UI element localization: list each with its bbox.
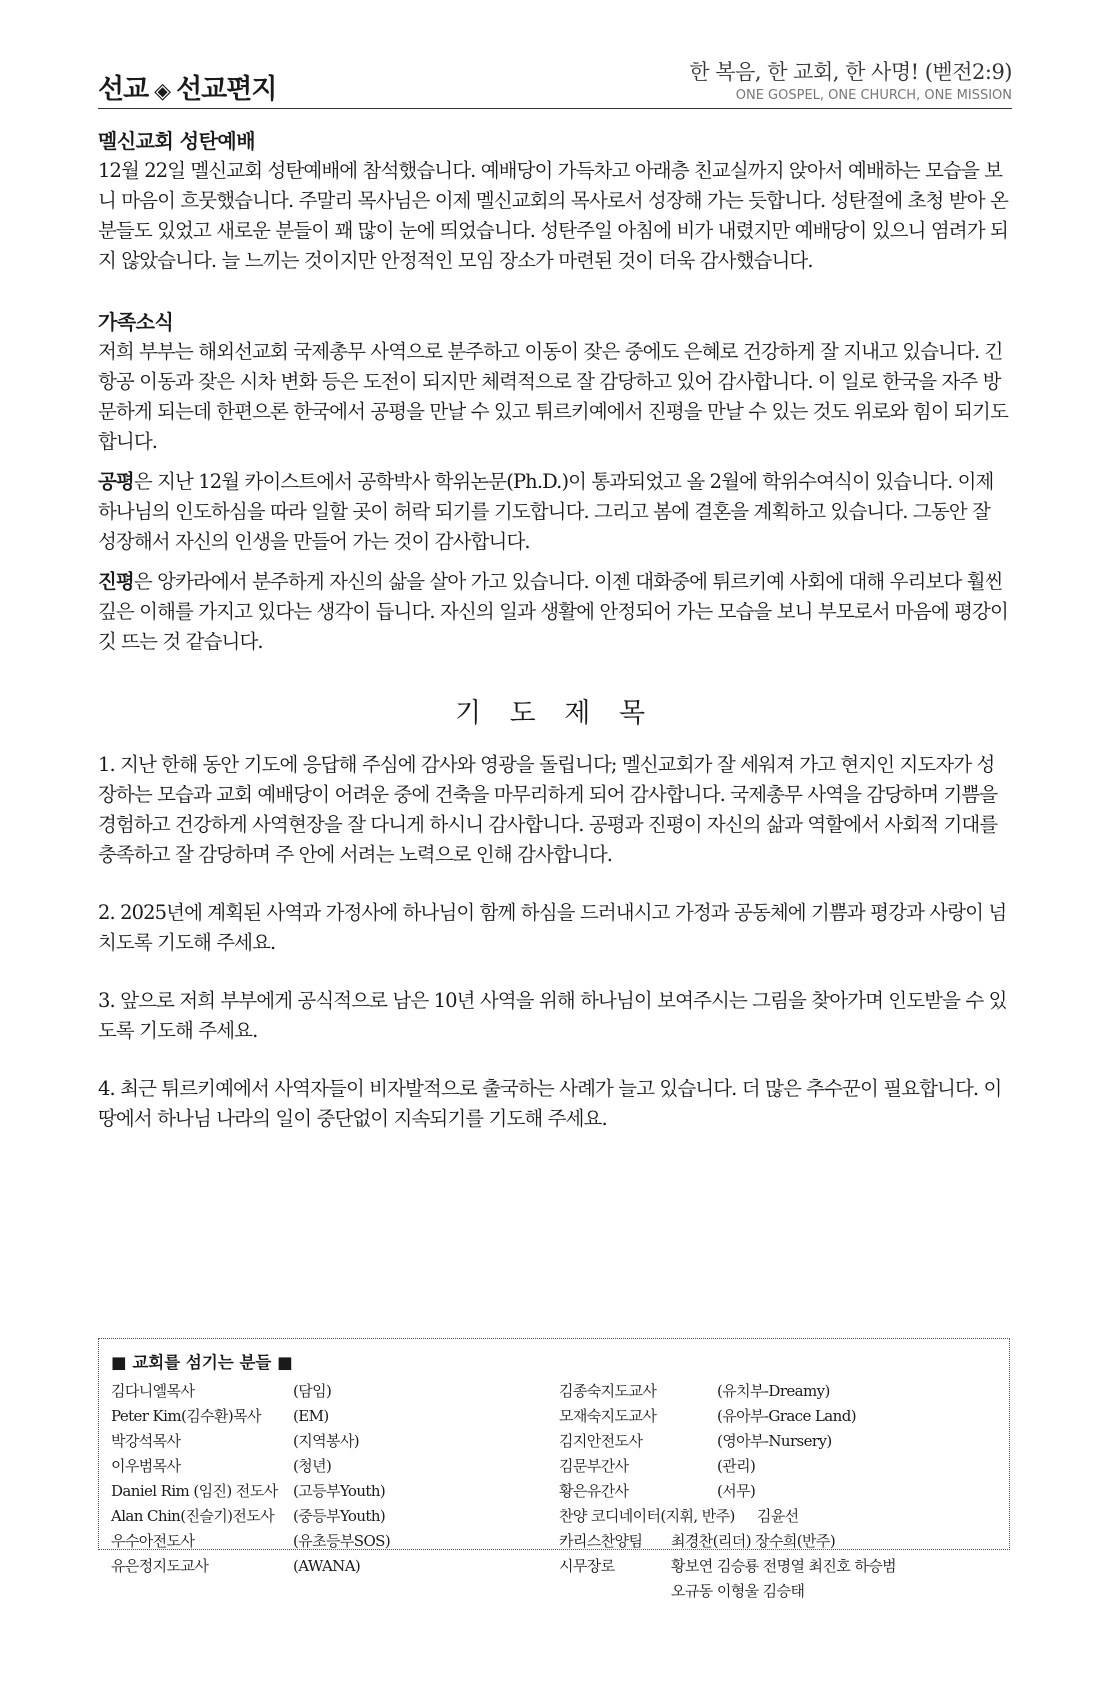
motto-english: ONE GOSPEL, ONE CHURCH, ONE MISSION: [735, 88, 1012, 103]
family-paragraph: 저희 부부는 해외선교회 국제총무 사역으로 분주하고 이동이 잦은 중에도 은혜로 건강하게 잘 지내고 있습니다. 긴 항공 이동과 잦은 시차 변화 등은 도전이 되지만 체력적으로 잘 감당하고 있어 감사합니다. 이 일로 한국을 자주 방문하게 되는데 한편으론 한국에서 공평을 만날 수 있고 튀르키예에서 진평을 만날 수 있는 것도 위로와 힘이 되기도 합니다.: [98, 340, 1008, 453]
family-title: 가족소식: [98, 310, 174, 334]
staff-title: ■ 교회를 섬기는 분들 ■: [111, 1353, 293, 1372]
staff-role: 황보연 김승룡 전명열 최진호 하승범: [671, 1557, 897, 1575]
staff-name: Alan Chin(진슬기)전도사: [111, 1507, 275, 1525]
staff-role: (유아부-Grace Land): [717, 1407, 856, 1425]
prayer-heading: 기 도 제 목: [454, 698, 656, 729]
staff-row: [111, 1429, 551, 1454]
motto-korean: 한 복음, 한 교회, 한 사명! (벧전2:9): [689, 60, 1012, 84]
staff-name: 유은정지도교사: [111, 1557, 209, 1575]
son2-name: 진평: [98, 570, 134, 593]
staff-row: [111, 1529, 551, 1554]
staff-name: Peter Kim(김수환)목사: [111, 1407, 261, 1425]
christmas-title: 멜신교회 성탄예배: [98, 129, 256, 153]
prayer-item-4: 4. 최근 튀르키예에서 사역자들이 비자발적으로 출국하는 사례가 늘고 있습니다. 더 많은 추수꾼이 필요합니다. 이 땅에서 하나님 나라의 일이 중단없이 지속되기를 기도해 주세요.: [98, 1077, 1002, 1130]
newsletter-page: [98, 52, 1012, 1162]
prayer-item-1: 1. 지난 한해 동안 기도에 응답해 주심에 감사와 영광을 돌립니다; 멜신교회가 잘 세워져 가고 현지인 지도자가 성장하는 모습과 교회 예배당이 어려운 중에 건축을 마무리하게 되어 감사합니다. 국제총무 사역을 감당하며 기쁨을 경험하고 건강하게 사역현장을 잘 다니게 하시니 감사합니다. 공평과 진평이 자신의 삶과 역할에서 사회적 기대를 충족하고 잘 감당하며 주 안에 서려는 노력으로 인해 감사합니다.: [98, 753, 998, 866]
staff-role: (유초등부SOS): [293, 1532, 391, 1550]
staff-role: 김윤선: [756, 1507, 799, 1525]
staff-name: 박강석목사: [111, 1432, 181, 1450]
staff-role: (청년): [293, 1457, 332, 1475]
staff-role: (관리): [717, 1457, 756, 1475]
staff-name: 김종숙지도교사: [559, 1382, 657, 1400]
son1-paragraph: [98, 467, 1012, 557]
subsection-name: 선교편지: [176, 74, 277, 105]
staff-role: (지역봉사): [293, 1432, 360, 1450]
prayer-item-3: 3. 앞으로 저희 부부에게 공식적으로 남은 10년 사역을 위해 하나님이 보여주시는 그림을 찾아가며 인도받을 수 있도록 기도해 주세요.: [98, 989, 1007, 1042]
staff-column-right: [559, 1379, 1019, 1604]
staff-name: 우수아전도사: [111, 1532, 195, 1550]
staff-role: (서무): [717, 1482, 756, 1500]
staff-role: (영아부-Nursery): [717, 1432, 832, 1450]
staff-name: 시무장로: [559, 1557, 615, 1575]
staff-role: 최경찬(리더) 장수희(반주): [671, 1532, 836, 1550]
staff-row: [111, 1504, 551, 1529]
staff-name: 황은유간사: [559, 1482, 629, 1500]
staff-row: [559, 1529, 1019, 1554]
staff-column-left: [111, 1379, 551, 1579]
staff-name: 김지안전도사: [559, 1432, 643, 1450]
elders-continued: 오규동 이형울 김승태: [671, 1582, 805, 1600]
staff-name: Daniel Rim (임진) 전도사: [111, 1482, 278, 1500]
prayer-item-2: 2. 2025년에 계획된 사역과 가정사에 하나님이 함께 하심을 드러내시고 가정과 공동체에 기쁨과 평강과 사랑이 넘치도록 기도해 주세요.: [98, 901, 1007, 954]
staff-name: 모재숙지도교사: [559, 1407, 657, 1425]
staff-row: [111, 1554, 551, 1579]
staff-row-continued: [559, 1579, 1019, 1604]
staff-directory: [98, 1338, 1010, 1600]
staff-role: (유치부-Dreamy): [717, 1382, 830, 1400]
staff-row: [559, 1454, 1019, 1479]
staff-row: [559, 1479, 1019, 1504]
diamond-icon: ◈: [154, 79, 171, 104]
staff-name: 카리스찬양팀: [559, 1532, 643, 1550]
staff-row: [559, 1404, 1019, 1429]
son2-text: 은 앙카라에서 분주하게 자신의 삶을 살아 가고 있습니다. 이젠 대화중에 튀르키예 사회에 대해 우리보다 훨씬 깊은 이해를 가지고 있다는 생각이 듭니다. 자신의 일과 생활에 안정되어 가는 모습을 보니 부모로서 마음에 평강이 깃 뜨는 것 같습니다.: [98, 570, 1008, 653]
staff-name: 김문부간사: [559, 1457, 629, 1475]
page-header: [98, 52, 1012, 109]
son1-name: 공평: [98, 470, 134, 493]
staff-row: [559, 1379, 1019, 1404]
staff-role: (AWANA): [293, 1557, 361, 1575]
section-heading: [98, 67, 276, 106]
staff-name: 김다니엘목사: [111, 1382, 195, 1400]
motto-block: [689, 56, 1012, 103]
staff-row: [559, 1429, 1019, 1454]
staff-role: (담임): [293, 1382, 332, 1400]
staff-role: (고등부Youth): [293, 1482, 386, 1500]
staff-row: [559, 1504, 1019, 1529]
staff-row: [111, 1379, 551, 1404]
son2-paragraph: [98, 567, 1012, 657]
son1-text: 은 지난 12월 카이스트에서 공학박사 학위논문(Ph.D.)이 통과되었고 올 2월에 학위수여식이 있습니다. 이제 하나님의 인도하심을 따라 일할 곳이 허락 되기를 기도합니다. 그리고 봄에 결혼을 계획하고 있습니다. 그동안 잘 성장해서 자신의 인생을 만들어 가는 것이 감사합니다.: [98, 470, 994, 553]
staff-row: [111, 1479, 551, 1504]
staff-row: [559, 1554, 1019, 1579]
staff-row: [111, 1404, 551, 1429]
staff-row: [111, 1454, 551, 1479]
christmas-paragraph: 12월 22일 멜신교회 성탄예배에 참석했습니다. 예배당이 가득차고 아래층 친교실까지 앉아서 예배하는 모습을 보니 마음이 흐뭇했습니다. 주말리 목사님은 이제 멜신교회의 목사로서 성장해 가는 듯합니다. 성탄절에 초청 받아 온 분들도 있었고 새로운 분들이 꽤 많이 눈에 띄었습니다. 성탄주일 아침에 비가 내렸지만 예배당이 있으니 염려가 되지 않았습니다. 늘 느끼는 것이지만 안정적인 모임 장소가 마련된 것이 더욱 감사했습니다.: [98, 159, 1008, 272]
staff-role: (EM): [293, 1407, 329, 1425]
staff-name: 이우범목사: [111, 1457, 181, 1475]
section-name: 선교: [98, 74, 149, 105]
staff-name: 찬양 코디네이터(지휘, 반주): [559, 1507, 735, 1525]
staff-role: (중등부Youth): [293, 1507, 386, 1525]
